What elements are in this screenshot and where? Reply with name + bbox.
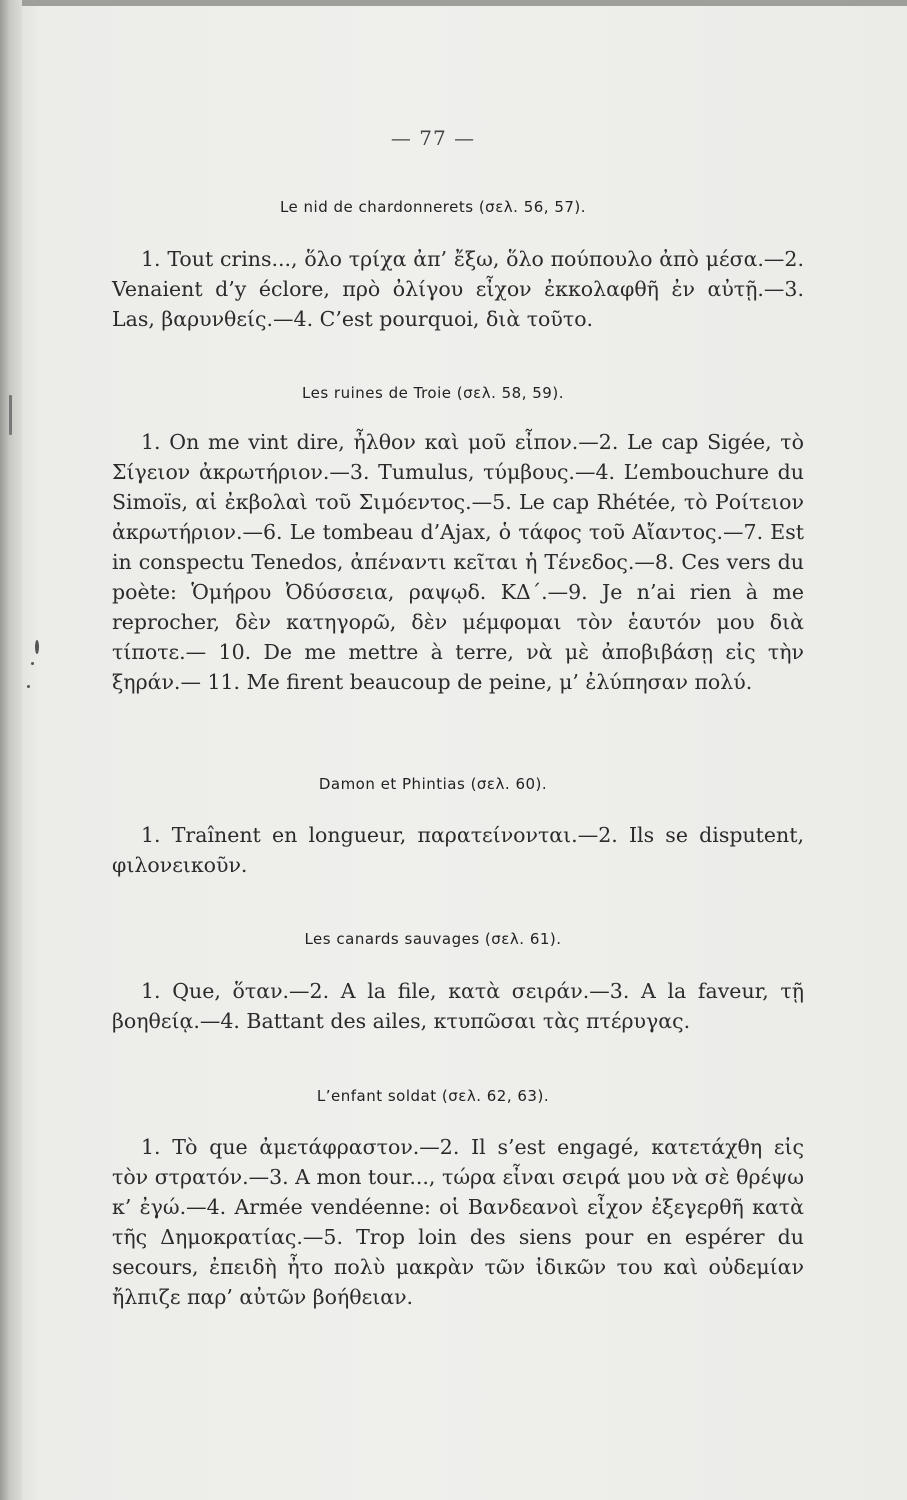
book-spine-shadow — [0, 0, 22, 1500]
section-heading: Les canards sauvages (σελ. 61). — [304, 930, 562, 948]
ink-speck — [35, 640, 39, 654]
ink-speck — [31, 662, 34, 665]
ink-speck — [27, 685, 30, 688]
section-text: 1. On me vint dire, ἦλθον καὶ μοῦ εἶπον.—2. Le cap Sigée, τὸ Σίγειον ἀκρωτήριον.—3. Tumulus, τύμβους.—4. L’embouchure du Simoïs, αἱ ἐκβολαὶ τοῦ Σιμόεντος.—5. Le cap Rhétée, τὸ Ροίτειον ἀκρωτήριον.—6. Le tombeau d’Ajax, ὁ τάφος τοῦ Αἴαντος.—7. Est in conspectu Tenedos, ἀπέναντι κεῖται ἡ Τένεδος.—8. Ces vers du poète: Ὁμήρου Ὀδύσσεια, ραψῳδ. ΚΔ΄.—9. Je n’ai rien à me reprocher, δὲν κατηγορῶ, δὲν μέμφομαι τὸν ἑαυτόν μου διὰ τίποτε.— 10. De me mettre à terre, νὰ μὲ ἀποβιβάσῃ εἰς τὴν ξηράν.— 11. Me firent beaucoup de peine, μ’ ἐλύπησαν πολύ. — [112, 430, 804, 694]
section-text: 1. Tò que ἀμετάφραστον.—2. Il s’est engagé, κατετάχθη εἰς τὸν στρατόν.—3. A mon tour..., τώρα εἶναι σειρά μου νὰ σὲ θρέψω κ’ ἐγώ.—4. Armée vendéenne: οἱ Βανδεανοὶ εἶχον ἐξεγερθῆ κατὰ τῆς Δημοκρατίας.—5. Trop loin des siens pour en espérer du secours, ἐπειδὴ ἦτο πολὺ μακρὰν τῶν ἰδικῶν του καὶ οὐδεμίαν ἤλπιζε παρ’ αὐτῶν βοήθειαν. — [112, 1135, 804, 1309]
section-text: 1. Traînent en longueur, παρατείνονται.—2. Ils se disputent, φιλονεικοῦν. — [112, 823, 804, 877]
section-heading: Les ruines de Troie (σελ. 58, 59). — [302, 384, 564, 402]
section-heading: Le nid de chardonnerets (σελ. 56, 57). — [279, 198, 587, 216]
section-text: 1. Que, ὅταν.—2. A la file, κατὰ σειράν.—3. A la faveur, τῇ βοηθείᾳ.—4. Battant des ailes, κτυπῶσαι τὰς πτέρυγας. — [112, 979, 804, 1033]
page-top-edge — [0, 0, 907, 6]
section-heading: Damon et Phintias (σελ. 60). — [318, 775, 548, 793]
section-heading: L’enfant soldat (σελ. 62, 63). — [316, 1087, 550, 1105]
page-number: — 77 — — [390, 126, 476, 150]
section-text: 1. Tout crins..., ὅλο τρίχα ἀπ’ ἔξω, ὅλο πούπουλο ἀπὸ μέσα.—2. Venaient d’y éclore, πρὸ ὀλίγου εἶχον ἐκκολαφθῆ ἐν αὐτῇ.—3. Las, βαρυνθείς.—4. C’est pourquoi, διὰ τοῦτο. — [112, 247, 804, 331]
